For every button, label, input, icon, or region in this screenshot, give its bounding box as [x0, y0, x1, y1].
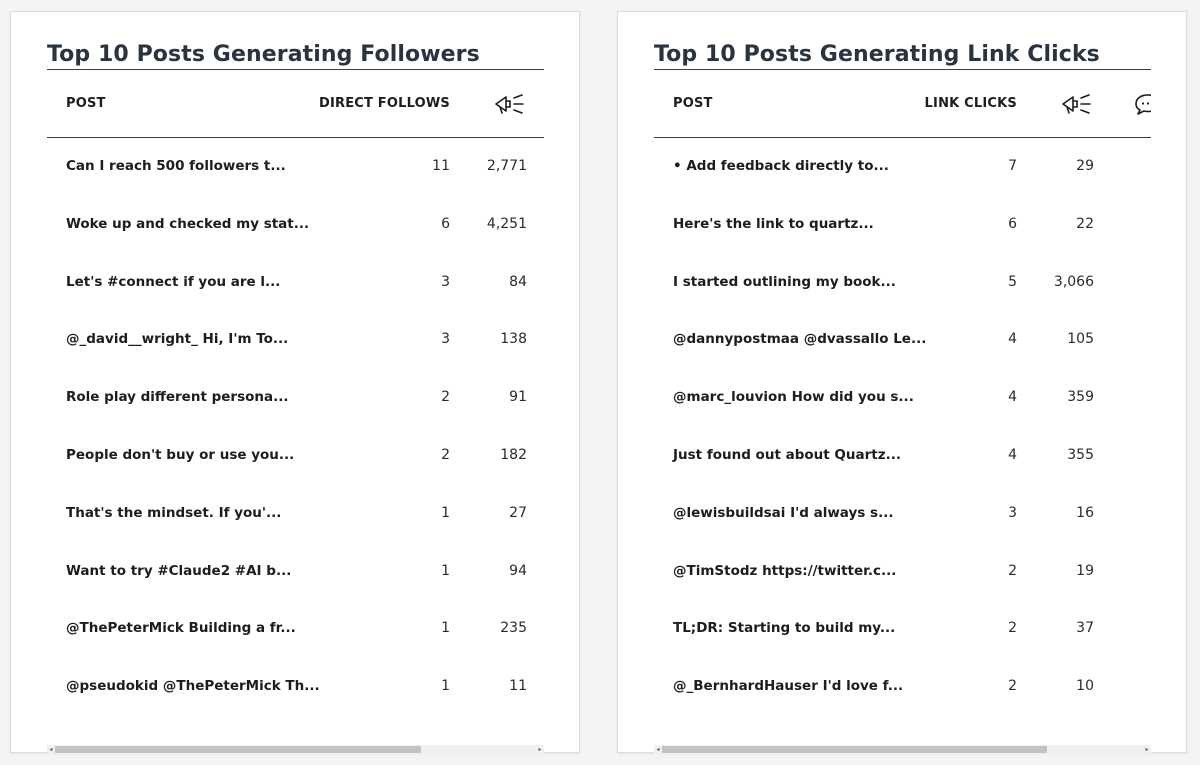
- table-row[interactable]: [47, 427, 544, 485]
- scroll-left-arrow-icon[interactable]: ◂: [656, 746, 660, 753]
- table-row[interactable]: [47, 600, 544, 658]
- impressions-value: 355: [1067, 446, 1094, 463]
- metric-value: 3: [1008, 504, 1017, 521]
- table-row[interactable]: [654, 658, 1151, 700]
- metric-value: 2: [1008, 620, 1017, 637]
- impressions-value: 27: [509, 504, 527, 521]
- post-text[interactable]: • Add feedback directly to...: [673, 158, 889, 174]
- followers-card-title: Top 10 Posts Generating Followers: [47, 40, 544, 70]
- impressions-value: 84: [509, 273, 527, 290]
- post-text[interactable]: @ThePeterMick Building a fr...: [66, 620, 296, 637]
- metric-value: 4: [1008, 331, 1017, 348]
- impressions-value: 22: [1076, 215, 1094, 232]
- table-row[interactable]: [654, 427, 1151, 485]
- post-text[interactable]: @_david__wright_ Hi, I'm To...: [66, 331, 289, 348]
- metric-value: 4: [1008, 389, 1017, 406]
- link-clicks-rows: [654, 138, 1151, 700]
- metric-value: 3: [441, 273, 450, 290]
- column-header-post[interactable]: POST: [66, 96, 106, 111]
- post-text[interactable]: Just found out about Quartz...: [673, 446, 901, 463]
- post-text[interactable]: I started outlining my book...: [673, 273, 896, 290]
- post-text[interactable]: People don't buy or use you...: [66, 446, 295, 463]
- post-text[interactable]: @_BernhardHauser I'd love f...: [673, 678, 904, 695]
- table-row[interactable]: [654, 369, 1151, 427]
- impressions-value: 37: [1076, 620, 1094, 637]
- impressions-value: 138: [500, 331, 527, 348]
- post-text[interactable]: Let's #connect if you are l...: [66, 273, 281, 290]
- followers-scroll-thumb[interactable]: [55, 746, 421, 753]
- table-row[interactable]: [654, 196, 1151, 254]
- table-row[interactable]: [47, 138, 544, 196]
- metric-value: 2: [1008, 678, 1017, 695]
- post-text[interactable]: Want to try #Claude2 #AI b...: [66, 562, 292, 579]
- post-text[interactable]: @pseudokid @ThePeterMick Th...: [66, 678, 320, 695]
- impressions-value: 11: [509, 678, 527, 695]
- impressions-value: 235: [500, 620, 527, 637]
- metric-value: 6: [441, 215, 450, 232]
- metric-value: 2: [441, 389, 450, 406]
- impressions-value: 94: [509, 562, 527, 579]
- metric-value: 1: [441, 504, 450, 521]
- table-row[interactable]: [47, 543, 544, 601]
- table-row[interactable]: [47, 311, 544, 369]
- impressions-value: 359: [1067, 389, 1094, 406]
- metric-value: 1: [441, 562, 450, 579]
- table-row[interactable]: [654, 138, 1151, 196]
- metric-value: 1: [441, 678, 450, 695]
- table-row[interactable]: [654, 543, 1151, 601]
- impressions-value: 29: [1076, 158, 1094, 174]
- metric-value: 5: [1008, 273, 1017, 290]
- post-text[interactable]: Here's the link to quartz...: [673, 215, 874, 232]
- table-row[interactable]: [47, 369, 544, 427]
- post-text[interactable]: @TimStodz https://twitter.c...: [673, 562, 897, 579]
- post-text[interactable]: Woke up and checked my stat...: [66, 215, 310, 232]
- table-row[interactable]: [654, 485, 1151, 543]
- megaphone-icon[interactable]: [1059, 92, 1093, 116]
- metric-value: 6: [1008, 215, 1017, 232]
- table-row[interactable]: [47, 485, 544, 543]
- post-text[interactable]: That's the mindset. If you'...: [66, 504, 282, 521]
- link-clicks-card: [617, 11, 1187, 753]
- link-clicks-card-title: Top 10 Posts Generating Link Clicks: [654, 40, 1151, 70]
- impressions-value: 2,771: [486, 158, 527, 174]
- metric-value: 4: [1008, 446, 1017, 463]
- post-text[interactable]: Role play different persona...: [66, 389, 289, 406]
- followers-card: [10, 11, 580, 753]
- metric-value: 11: [432, 158, 450, 174]
- table-row[interactable]: [654, 600, 1151, 658]
- table-row[interactable]: [654, 254, 1151, 312]
- impressions-value: 10: [1076, 678, 1094, 695]
- post-text[interactable]: @lewisbuildsai I'd always s...: [673, 504, 894, 521]
- scroll-right-arrow-icon[interactable]: ▸: [538, 746, 542, 753]
- metric-value: 1: [441, 620, 450, 637]
- followers-rows: [47, 138, 544, 700]
- table-row[interactable]: [654, 311, 1151, 369]
- link-clicks-horizontal-scrollbar[interactable]: [654, 745, 1151, 754]
- link-clicks-table-header: [654, 70, 1151, 138]
- followers-table: [47, 70, 544, 700]
- post-text[interactable]: @marc_louvion How did you s...: [673, 389, 914, 406]
- impressions-value: 105: [1067, 331, 1094, 348]
- speech-bubble-icon[interactable]: [1132, 92, 1151, 116]
- column-header-post[interactable]: POST: [673, 96, 713, 111]
- followers-table-header: [47, 70, 544, 138]
- column-header-direct-follows[interactable]: DIRECT FOLLOWS: [318, 96, 450, 111]
- metric-value: 2: [441, 446, 450, 463]
- metric-value: 7: [1008, 158, 1017, 174]
- impressions-value: 3,066: [1053, 273, 1094, 290]
- post-text[interactable]: Can I reach 500 followers t...: [66, 158, 286, 174]
- post-text[interactable]: TL;DR: Starting to build my...: [673, 620, 896, 637]
- scroll-right-arrow-icon[interactable]: ▸: [1145, 746, 1149, 753]
- link-clicks-table: [654, 70, 1151, 700]
- metric-value: 3: [441, 331, 450, 348]
- impressions-value: 16: [1076, 504, 1094, 521]
- table-row[interactable]: [47, 658, 544, 700]
- impressions-value: 4,251: [486, 215, 527, 232]
- table-row[interactable]: [47, 196, 544, 254]
- link-clicks-table-viewport[interactable]: [654, 70, 1151, 700]
- impressions-value: 19: [1076, 562, 1094, 579]
- column-header-link-clicks[interactable]: LINK CLICKS: [924, 96, 1017, 111]
- followers-table-viewport[interactable]: [47, 70, 544, 700]
- metric-value: 2: [1008, 562, 1017, 579]
- impressions-value: 91: [509, 389, 527, 406]
- post-text[interactable]: @dannypostmaa @dvassallo Le...: [673, 331, 927, 348]
- scroll-left-arrow-icon[interactable]: ◂: [49, 746, 53, 753]
- link-clicks-scroll-thumb[interactable]: [662, 746, 1047, 753]
- followers-horizontal-scrollbar[interactable]: [47, 745, 544, 754]
- megaphone-icon[interactable]: [492, 92, 526, 116]
- table-row[interactable]: [47, 254, 544, 312]
- impressions-value: 182: [500, 446, 527, 463]
